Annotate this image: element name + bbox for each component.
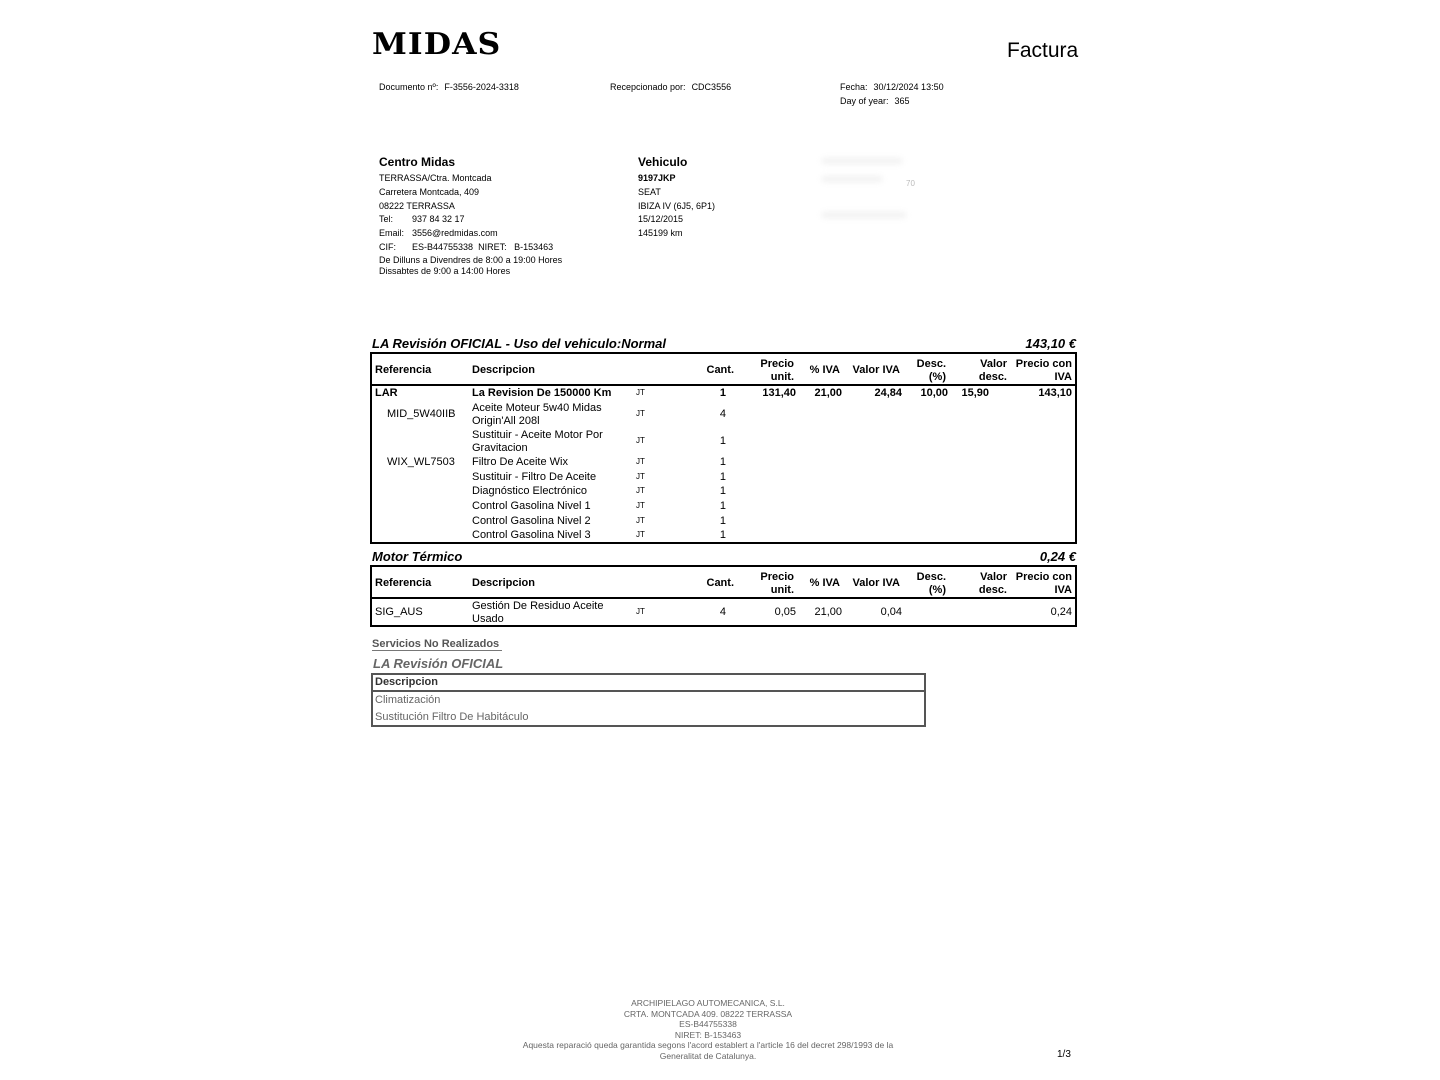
vehiculo-make: SEAT — [638, 186, 661, 197]
col-referencia: Referencia — [375, 364, 432, 376]
niret-label: NIRET: — [478, 241, 507, 252]
cell-cant: 1 — [719, 387, 726, 399]
cell-cant: 1 — [719, 529, 726, 542]
cell-desc — [472, 600, 603, 625]
footer — [480, 998, 936, 1061]
col-valor-desc-l1: Valor — [980, 571, 1007, 583]
table-row — [372, 386, 1075, 401]
footer-line5: Aquesta reparació queda garantida segons l'acord establert a l'article 16 del decret 298/1993 de la — [522, 1040, 894, 1050]
col-desc — [917, 571, 946, 596]
col-descripcion: Descripcion — [472, 364, 535, 376]
cell-desc — [472, 429, 603, 454]
vehiculo-date: 15/12/2015 — [638, 214, 684, 225]
centro-line1: TERRASSA/Ctra. Montcada — [379, 173, 492, 183]
col-valor-iva: Valor IVA — [852, 364, 900, 376]
email-value: 3556@redmidas.com — [412, 228, 498, 239]
blurred-line — [822, 158, 902, 164]
cell-unit: JT — [636, 471, 645, 481]
col-desc-l2: (%) — [928, 370, 946, 383]
section1-title: LA Revisión OFICIAL - Uso del vehiculo:Normal — [372, 336, 666, 351]
cell-desc-l1: Aceite Moteur 5w40 Midas — [472, 402, 602, 414]
table-row — [372, 499, 1075, 514]
centro-hours2: Dissabtes de 9:00 a 14:00 Hores — [379, 265, 511, 276]
vehiculo-block — [638, 154, 715, 241]
table-row — [372, 514, 1075, 529]
recepcionado-label: Recepcionado por: — [610, 82, 686, 92]
cell-unit: JT — [636, 436, 645, 445]
no-realizados-col-descripcion: Descripcion — [373, 675, 924, 692]
footer-line2: CRTA. MONTCADA 409. 08222 TERRASSA — [623, 1008, 793, 1019]
cell-unit: JT — [636, 388, 645, 397]
fecha-label: Fecha: — [840, 82, 868, 92]
cell-unit: JT — [636, 409, 645, 418]
centro-title: Centro Midas — [379, 155, 456, 169]
table-row — [372, 401, 1075, 428]
col-precio-unit — [760, 358, 794, 383]
cell-desc-l2: Origin'All 208l — [472, 414, 540, 427]
section2-total: 0,24 € — [1039, 549, 1076, 564]
table-row — [372, 599, 1075, 625]
cell-desc-l2: Usado — [472, 612, 504, 625]
recepcionado-por — [610, 81, 731, 94]
cell-desc: Sustituir - Filtro De Aceite — [472, 470, 597, 483]
cell-unit: JT — [636, 530, 645, 540]
document-type-title: Factura — [1007, 39, 1079, 62]
col-cant: Cant. — [706, 364, 734, 376]
col-referencia: Referencia — [375, 577, 432, 589]
col-precio-unit-l1: Precio — [760, 571, 794, 583]
cell-cant: 4 — [719, 606, 726, 618]
col-valor-iva: Valor IVA — [852, 577, 900, 589]
day-of-year — [840, 95, 910, 108]
cell-cant: 1 — [719, 470, 726, 483]
col-desc-l2: (%) — [928, 583, 946, 596]
footer-line3: ES-B44755338 — [679, 1019, 737, 1029]
tel-label: Tel: — [379, 214, 394, 225]
day-label: Day of year: — [840, 96, 889, 106]
col-precio-iva-l1: Precio con — [1015, 571, 1072, 583]
cell-valor-iva: 0,04 — [880, 606, 902, 618]
col-precio-unit-l2: unit. — [770, 370, 794, 383]
table-row — [372, 484, 1075, 499]
day-value: 365 — [894, 96, 910, 106]
cell-desc: Control Gasolina Nivel 3 — [472, 529, 591, 542]
footer-line4: NIRET: B-153463 — [674, 1029, 742, 1040]
vehiculo-model: IBIZA IV (6J5, 6P1) — [638, 200, 716, 211]
recepcionado-value: CDC3556 — [691, 82, 732, 92]
cell-precio: 131,40 — [762, 387, 796, 399]
table-row — [372, 428, 1075, 455]
cell-desc-l2: Gravitacion — [472, 441, 528, 454]
col-valor-desc-l2: desc. — [978, 370, 1007, 383]
list-item: Sustitución Filtro De Habitáculo — [375, 710, 529, 723]
centro-line2: Carretera Montcada, 409 — [379, 186, 480, 197]
cell-desc: La Revision De 150000 Km — [472, 387, 612, 399]
vehiculo-km: 145199 km — [638, 228, 683, 239]
col-precio-iva — [1016, 571, 1072, 596]
cell-desc: Control Gasolina Nivel 2 — [472, 514, 591, 527]
cell-cant: 1 — [719, 485, 726, 498]
cell-cant: 1 — [719, 500, 726, 513]
cell-total: 143,10 — [1038, 387, 1072, 399]
cell-ref: MID_5W40IIB — [387, 408, 456, 420]
heading-underline — [372, 650, 502, 651]
no-realizados-title: LA Revisión OFICIAL — [373, 656, 504, 671]
cell-pct-iva: 21,00 — [814, 606, 842, 618]
cell-cant: 1 — [719, 435, 726, 447]
cell-cant: 4 — [719, 408, 726, 420]
cell-ref: LAR — [375, 387, 398, 399]
cell-desc-l1: Sustituir - Aceite Motor Por — [472, 429, 603, 441]
col-pct-iva: % IVA — [809, 364, 840, 376]
cell-unit: JT — [636, 501, 645, 511]
section2-header — [372, 549, 1076, 565]
centro-cif — [379, 241, 562, 255]
col-cant: Cant. — [706, 577, 734, 589]
col-precio-unit — [760, 571, 794, 596]
list-item: Climatización — [375, 694, 441, 706]
centro-hours1: De Dilluns a Divendres de 8:00 a 19:00 Hores — [379, 254, 563, 265]
table-row — [372, 528, 1075, 543]
footer-line6: Generalitat de Catalunya. — [659, 1050, 757, 1061]
col-precio-iva-l2: IVA — [1054, 583, 1072, 596]
col-precio-iva-l1: Precio con — [1015, 358, 1072, 370]
col-precio-iva — [1016, 358, 1072, 383]
col-desc — [917, 358, 946, 383]
redacted-area — [816, 152, 916, 228]
cell-unit: JT — [636, 515, 645, 525]
cell-desc: Diagnóstico Electrónico — [472, 485, 587, 498]
col-precio-iva-l2: IVA — [1054, 370, 1072, 383]
niret-value: B-153463 — [514, 241, 554, 252]
cell-cant: 1 — [719, 456, 726, 468]
vehiculo-plate: 9197JKP — [638, 173, 676, 183]
servicios-no-realizados-heading: Servicios No Realizados — [372, 638, 500, 650]
table-row — [372, 455, 1075, 470]
fecha-value: 30/12/2024 13:50 — [873, 82, 944, 92]
cell-desc — [472, 402, 602, 427]
centro-block — [379, 154, 562, 277]
section2-table — [370, 565, 1077, 627]
email-label: Email: — [379, 228, 405, 239]
col-valor-desc — [979, 358, 1007, 383]
col-precio-unit-l2: unit. — [770, 583, 794, 596]
table-header — [372, 354, 1075, 386]
col-desc-l1: Desc. — [916, 571, 946, 583]
centro-email — [379, 227, 562, 241]
cell-valor-iva: 24,84 — [874, 387, 902, 399]
cell-unit: JT — [636, 457, 645, 466]
cell-desc: Control Gasolina Nivel 1 — [472, 500, 591, 513]
centro-line3: 08222 TERRASSA — [379, 200, 455, 211]
cell-pct-iva: 21,00 — [814, 387, 842, 399]
col-descripcion: Descripcion — [472, 577, 535, 589]
documento-label: Documento nº: — [379, 82, 439, 92]
cell-unit: JT — [636, 607, 645, 616]
midas-logo: MIDAS — [372, 27, 502, 62]
section2-title: Motor Térmico — [372, 549, 463, 564]
documento-number — [379, 81, 519, 94]
cell-total: 0,24 — [1050, 606, 1072, 618]
col-desc-l1: Desc. — [916, 358, 946, 370]
cell-unit: JT — [636, 486, 645, 496]
section1-total: 143,10 € — [1025, 336, 1076, 351]
cell-valor-desc: 15,90 — [961, 387, 989, 399]
blurred-line — [822, 212, 906, 218]
tel-value: 937 84 32 17 — [412, 214, 465, 225]
cell-desc-l1: Gestión De Residuo Aceite — [472, 600, 604, 612]
cell-desc-pct: 10,00 — [920, 387, 948, 399]
col-valor-desc-l1: Valor — [980, 358, 1007, 370]
footer-line1: ARCHIPIELAGO AUTOMECANICA, S.L. — [631, 998, 785, 1008]
cell-ref: SIG_AUS — [375, 606, 423, 618]
section1-header — [372, 336, 1076, 352]
blurred-text: 70 — [906, 179, 915, 188]
col-valor-desc — [979, 571, 1007, 596]
col-pct-iva: % IVA — [809, 577, 840, 589]
section1-table — [370, 352, 1077, 544]
page-number: 1/3 — [1057, 1049, 1071, 1060]
no-realizados-table — [371, 673, 926, 727]
cell-desc: Filtro De Aceite Wix — [472, 456, 568, 468]
documento-value: F-3556-2024-3318 — [444, 82, 519, 92]
cif-value: ES-B44755338 — [412, 241, 474, 252]
cell-ref: WIX_WL7503 — [387, 456, 455, 468]
fecha — [840, 81, 944, 94]
cif-label: CIF: — [379, 241, 396, 252]
table-row — [372, 470, 1075, 485]
col-precio-unit-l1: Precio — [760, 358, 794, 370]
cell-cant: 1 — [719, 514, 726, 527]
centro-tel — [379, 213, 562, 227]
blurred-line — [822, 176, 882, 182]
table-header — [372, 567, 1075, 599]
vehiculo-title: Vehiculo — [638, 155, 688, 169]
cell-precio: 0,05 — [774, 606, 796, 618]
col-valor-desc-l2: desc. — [978, 583, 1007, 596]
